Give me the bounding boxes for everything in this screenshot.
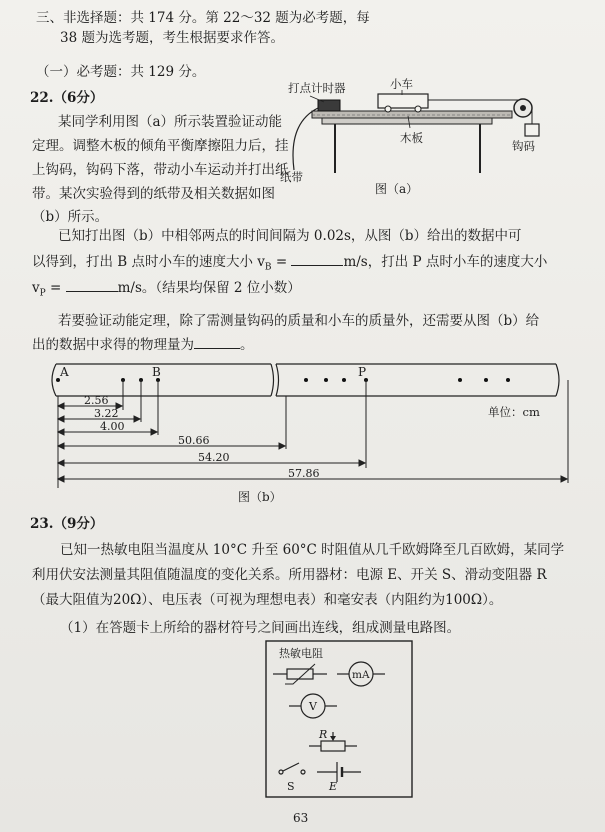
switch-label: S — [287, 780, 295, 793]
answer-blank-vb[interactable] — [291, 265, 343, 266]
q22-para4-line2 — [32, 335, 254, 355]
q22-vb-subscript: B — [264, 262, 272, 273]
unit-label: 单位：cm — [488, 405, 540, 419]
point-a-label: A — [60, 365, 69, 379]
label-car: 小车 — [390, 78, 413, 91]
figure-b-tape — [38, 358, 578, 508]
q23-number: 23.（9分） — [30, 516, 104, 532]
distance-label: 54.20 — [198, 451, 230, 464]
answer-blank-vp[interactable] — [66, 291, 118, 292]
q22-para1-line: 带。某次实验得到的纸带及相关数据如图 — [32, 186, 275, 202]
q23-line2: 利用伏安法测量其阻值随温度的变化关系。所用器材：电源 E、开关 S、滑动变阻器 R — [32, 567, 547, 583]
page-number: 63 — [293, 811, 309, 825]
thermistor-label: 热敏电阻 — [279, 647, 323, 660]
q23-line3: （最大阻值为20Ω）、电压表（可视为理想电表）和毫安表（内阻约为100Ω）。 — [32, 592, 503, 608]
rheostat-label: R — [319, 728, 328, 741]
q22-number: 22.（6分） — [30, 90, 104, 106]
distance-label: 57.86 — [288, 467, 320, 480]
q23-line1: 已知一热敏电阻当温度从 10°C 升至 60°C 时阻值从几千欧姆降至几百欧姆，某同学 — [60, 542, 565, 558]
q22-vb-unit: m/s，打出 P 点时小车的速度大小 — [343, 254, 548, 270]
q22-para1-line: 定理。调整木板的倾角平衡摩擦阻力后，挂 — [32, 138, 289, 154]
figure-b-caption: 图（b） — [238, 490, 282, 504]
q22-vb-equals: = — [271, 254, 292, 270]
label-board: 木板 — [400, 131, 423, 145]
q22-para4-text: 出的数据中求得的物理量为 — [32, 337, 194, 353]
q22-vp-after: m/s。（结果均保留 2 位小数） — [117, 280, 301, 296]
voltmeter-symbol — [289, 694, 337, 718]
point-p-label: P — [358, 365, 367, 379]
distance-label: 4.00 — [100, 420, 125, 433]
ammeter-label: mA — [352, 669, 370, 681]
rheostat-symbol — [309, 728, 357, 751]
label-timer: 打点计时器 — [288, 81, 346, 95]
q23-sub1: （1）在答题卡上所给的器材符号之间画出连线，组成测量电路图。 — [60, 620, 461, 636]
label-tape: 纸带 — [280, 170, 303, 184]
distance-label: 3.22 — [94, 407, 119, 420]
section-title-line1: 三、非选择题：共 174 分。第 22～32 题为必考题，每 — [36, 10, 370, 26]
ammeter-symbol — [337, 662, 385, 686]
figure-a-apparatus — [280, 78, 550, 203]
figure-a-caption: 图（a） — [375, 182, 419, 196]
q22-vp-v: v — [32, 280, 40, 296]
switch-symbol — [279, 763, 305, 793]
q22-vp-equals: = — [45, 280, 66, 296]
voltmeter-label: V — [309, 700, 317, 713]
distance-label: 50.66 — [178, 434, 210, 447]
required-header: （一）必考题：共 129 分。 — [36, 64, 206, 80]
circuit-components-box — [265, 640, 415, 800]
q22-para4-end: 。 — [240, 337, 254, 353]
q22-vp-subscript: P — [39, 288, 46, 299]
q22-para2-line1: 已知打出图（b）中相邻两点的时间间隔为 0.02s，从图（b）给出的数据中可 — [58, 228, 522, 244]
thermistor-symbol — [273, 664, 327, 684]
q22-para4-line1: 若要验证动能定理，除了需测量钩码的质量和小车的质量外，还需要从图（b）给 — [58, 313, 540, 329]
q22-para3 — [32, 278, 301, 304]
section-title-line2: 38 题为选考题，考生根据要求作答。 — [60, 30, 284, 46]
battery-symbol — [317, 762, 361, 793]
q22-para1-line: 上钩码，钩码下落，带动小车运动并打出纸 — [32, 162, 289, 178]
distance-label: 2.56 — [84, 394, 109, 407]
answer-blank-quantity[interactable] — [194, 348, 240, 349]
q22-vb-text: 以得到，打出 B 点时小车的速度大小 v — [32, 254, 265, 270]
source-label: E — [329, 780, 338, 793]
q22-para1-line: （b）所示。 — [32, 209, 109, 225]
q22-para1-line: 某同学利用图（a）所示装置验证动能 — [58, 114, 283, 130]
q22-para2-line2 — [32, 252, 547, 278]
point-b-label: B — [152, 365, 161, 379]
label-weight: 钩码 — [512, 139, 535, 153]
